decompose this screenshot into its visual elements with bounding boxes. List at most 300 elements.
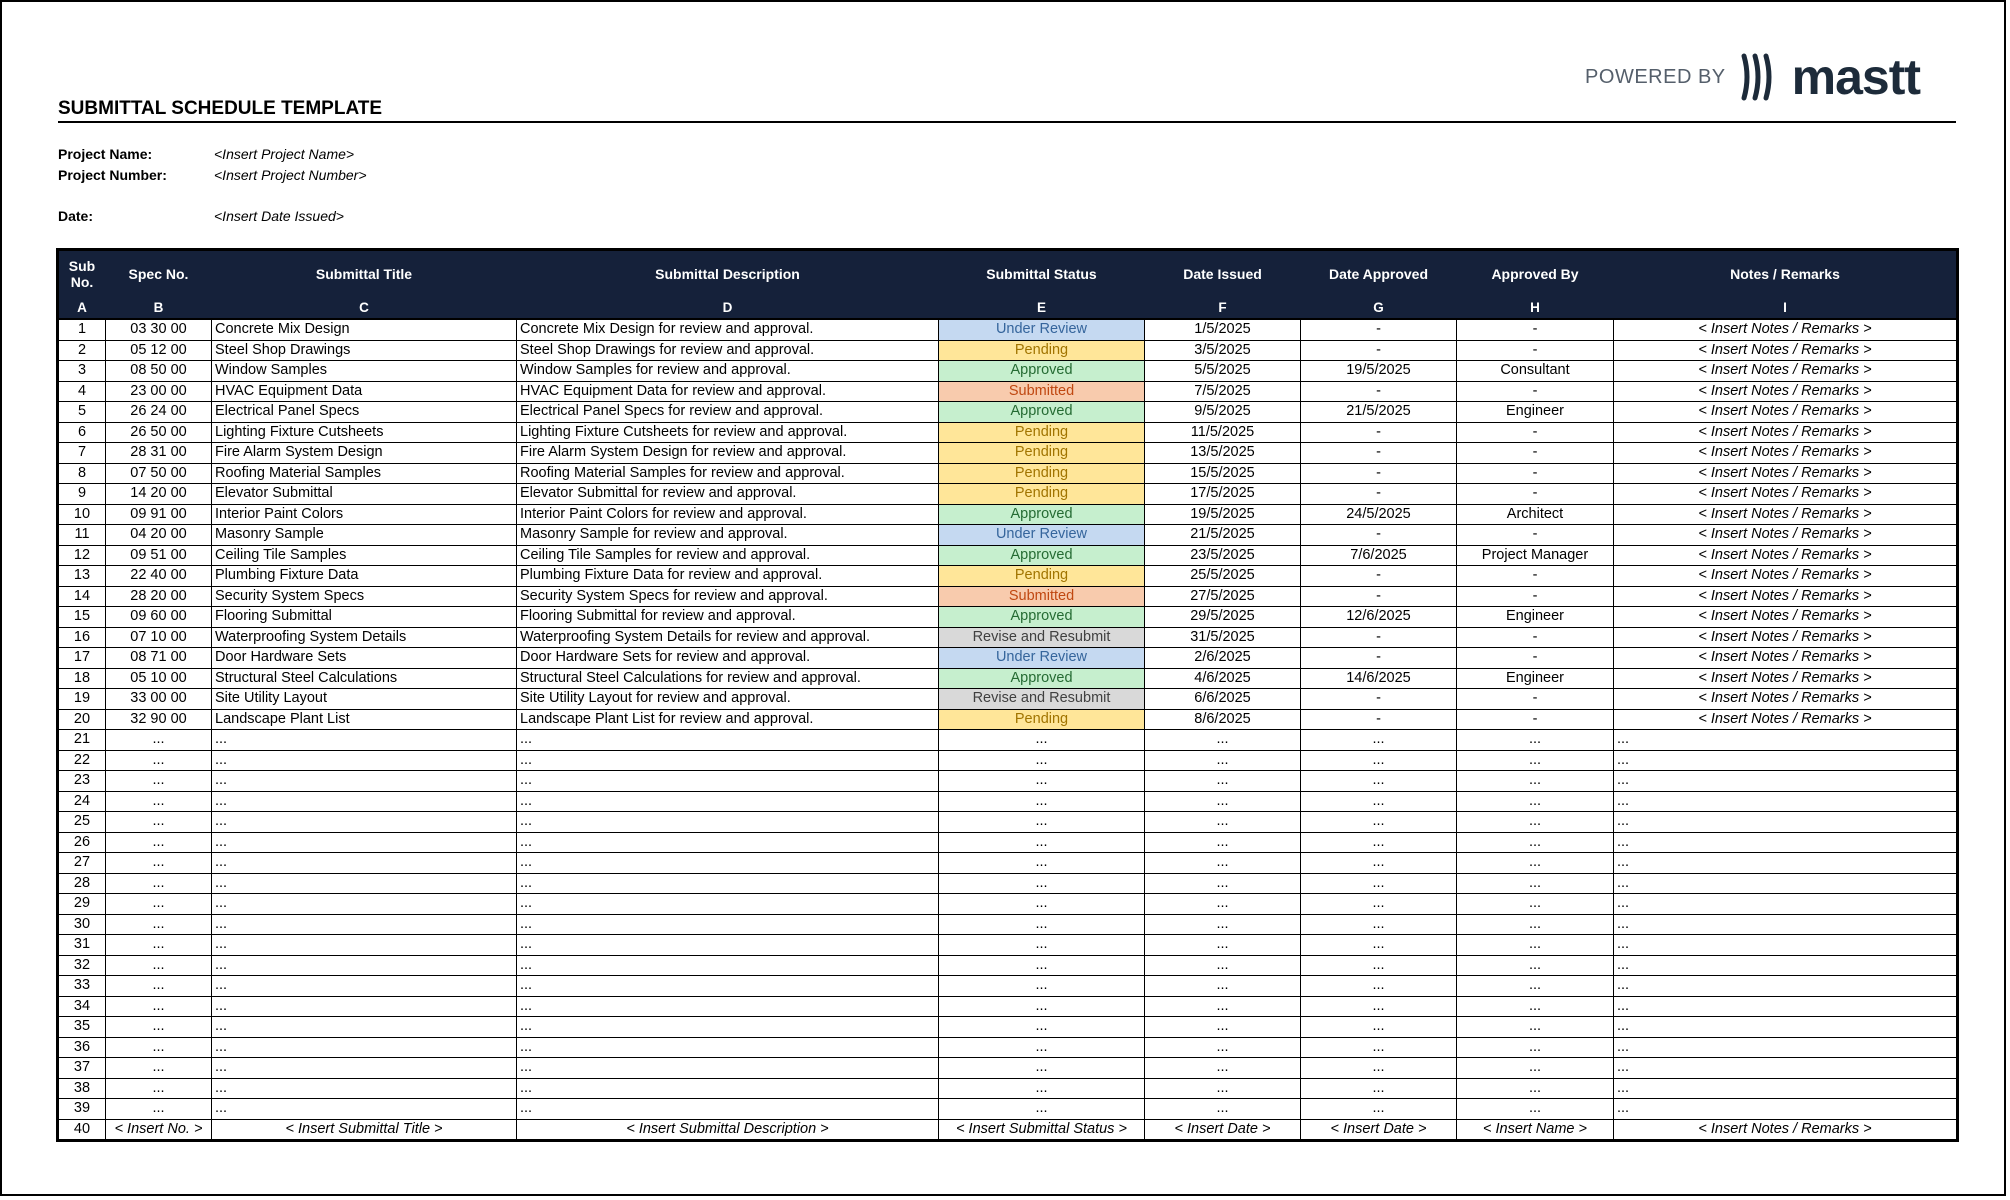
cell-submittal-status[interactable]: ... — [939, 894, 1145, 915]
cell-submittal-description[interactable]: ... — [517, 873, 939, 894]
cell-sub-no[interactable]: 2 — [58, 340, 106, 361]
cell-approved-by[interactable]: ... — [1457, 832, 1614, 853]
cell-approved-by[interactable]: ... — [1457, 1078, 1614, 1099]
cell-approved-by[interactable]: ... — [1457, 996, 1614, 1017]
cell-date-issued[interactable]: ... — [1145, 853, 1301, 874]
cell-approved-by[interactable]: - — [1457, 422, 1614, 443]
cell-date-issued[interactable]: 21/5/2025 — [1145, 525, 1301, 546]
cell-sub-no[interactable]: 21 — [58, 730, 106, 751]
cell-date-approved[interactable]: ... — [1301, 955, 1457, 976]
cell-submittal-description[interactable]: ... — [517, 771, 939, 792]
cell-submittal-status[interactable]: ... — [939, 750, 1145, 771]
cell-date-issued[interactable]: ... — [1145, 1017, 1301, 1038]
cell-date-approved[interactable]: ... — [1301, 730, 1457, 751]
cell-submittal-description[interactable]: Structural Steel Calculations for review and approval. — [517, 668, 939, 689]
cell-date-approved[interactable]: ... — [1301, 812, 1457, 833]
cell-approved-by[interactable]: Engineer — [1457, 402, 1614, 423]
cell-submittal-status[interactable]: ... — [939, 853, 1145, 874]
cell-submittal-title[interactable]: ... — [212, 853, 517, 874]
cell-sub-no[interactable]: 5 — [58, 402, 106, 423]
cell-submittal-title[interactable]: ... — [212, 1037, 517, 1058]
cell-submittal-description[interactable]: ... — [517, 955, 939, 976]
cell-notes-remarks[interactable]: ... — [1614, 812, 1958, 833]
cell-submittal-title[interactable]: ... — [212, 730, 517, 751]
cell-submittal-status[interactable]: Pending — [939, 340, 1145, 361]
cell-spec-no[interactable]: ... — [106, 976, 212, 997]
cell-approved-by[interactable]: ... — [1457, 914, 1614, 935]
cell-submittal-status[interactable]: Pending — [939, 443, 1145, 464]
cell-date-approved[interactable]: ... — [1301, 791, 1457, 812]
cell-notes-remarks[interactable]: < Insert Notes / Remarks > — [1614, 627, 1958, 648]
cell-sub-no[interactable]: 14 — [58, 586, 106, 607]
cell-notes-remarks[interactable]: < Insert Notes / Remarks > — [1614, 648, 1958, 669]
cell-date-approved[interactable]: - — [1301, 648, 1457, 669]
cell-spec-no[interactable]: 09 91 00 — [106, 504, 212, 525]
cell-notes-remarks[interactable]: ... — [1614, 976, 1958, 997]
cell-submittal-description[interactable]: Elevator Submittal for review and approval. — [517, 484, 939, 505]
cell-submittal-status[interactable]: ... — [939, 1017, 1145, 1038]
cell-sub-no[interactable]: 17 — [58, 648, 106, 669]
cell-approved-by[interactable]: ... — [1457, 976, 1614, 997]
cell-notes-remarks[interactable]: ... — [1614, 1099, 1958, 1120]
cell-approved-by[interactable]: - — [1457, 586, 1614, 607]
cell-sub-no[interactable]: 9 — [58, 484, 106, 505]
cell-notes-remarks[interactable]: < Insert Notes / Remarks > — [1614, 422, 1958, 443]
cell-submittal-title[interactable]: Window Samples — [212, 361, 517, 382]
cell-approved-by[interactable]: - — [1457, 627, 1614, 648]
cell-date-issued[interactable]: ... — [1145, 771, 1301, 792]
cell-submittal-status[interactable]: Under Review — [939, 648, 1145, 669]
cell-submittal-description[interactable]: ... — [517, 1037, 939, 1058]
cell-notes-remarks[interactable]: ... — [1614, 791, 1958, 812]
cell-date-approved[interactable]: ... — [1301, 1099, 1457, 1120]
cell-spec-no[interactable]: 08 50 00 — [106, 361, 212, 382]
cell-date-issued[interactable]: 11/5/2025 — [1145, 422, 1301, 443]
cell-submittal-title[interactable]: Ceiling Tile Samples — [212, 545, 517, 566]
cell-spec-no[interactable]: 08 71 00 — [106, 648, 212, 669]
cell-notes-remarks[interactable]: ... — [1614, 750, 1958, 771]
cell-submittal-title[interactable]: ... — [212, 771, 517, 792]
cell-submittal-description[interactable]: ... — [517, 976, 939, 997]
cell-date-issued[interactable]: ... — [1145, 1058, 1301, 1079]
cell-submittal-status[interactable]: Approved — [939, 361, 1145, 382]
cell-approved-by[interactable]: - — [1457, 319, 1614, 340]
cell-notes-remarks[interactable]: < Insert Notes / Remarks > — [1614, 545, 1958, 566]
cell-spec-no[interactable]: 14 20 00 — [106, 484, 212, 505]
cell-sub-no[interactable]: 27 — [58, 853, 106, 874]
cell-submittal-description[interactable]: HVAC Equipment Data for review and approval. — [517, 381, 939, 402]
cell-sub-no[interactable]: 25 — [58, 812, 106, 833]
cell-spec-no[interactable]: 22 40 00 — [106, 566, 212, 587]
cell-notes-remarks[interactable]: < Insert Notes / Remarks > — [1614, 586, 1958, 607]
cell-notes-remarks[interactable]: ... — [1614, 1017, 1958, 1038]
cell-notes-remarks[interactable]: < Insert Notes / Remarks > — [1614, 1119, 1958, 1141]
cell-submittal-title[interactable]: Security System Specs — [212, 586, 517, 607]
cell-date-approved[interactable]: ... — [1301, 873, 1457, 894]
cell-date-approved[interactable]: 21/5/2025 — [1301, 402, 1457, 423]
cell-sub-no[interactable]: 11 — [58, 525, 106, 546]
cell-date-approved[interactable]: ... — [1301, 853, 1457, 874]
cell-approved-by[interactable]: - — [1457, 484, 1614, 505]
cell-approved-by[interactable]: ... — [1457, 1099, 1614, 1120]
cell-approved-by[interactable]: ... — [1457, 955, 1614, 976]
cell-approved-by[interactable]: Consultant — [1457, 361, 1614, 382]
cell-submittal-description[interactable]: ... — [517, 1078, 939, 1099]
cell-submittal-status[interactable]: Revise and Resubmit — [939, 689, 1145, 710]
cell-submittal-title[interactable]: Structural Steel Calculations — [212, 668, 517, 689]
cell-date-approved[interactable]: ... — [1301, 1058, 1457, 1079]
cell-date-approved[interactable]: 7/6/2025 — [1301, 545, 1457, 566]
cell-submittal-status[interactable]: Approved — [939, 545, 1145, 566]
cell-sub-no[interactable]: 15 — [58, 607, 106, 628]
cell-submittal-title[interactable]: ... — [212, 812, 517, 833]
cell-approved-by[interactable]: - — [1457, 525, 1614, 546]
cell-date-approved[interactable]: 19/5/2025 — [1301, 361, 1457, 382]
cell-submittal-title[interactable]: HVAC Equipment Data — [212, 381, 517, 402]
cell-date-issued[interactable]: < Insert Date > — [1145, 1119, 1301, 1141]
cell-submittal-status[interactable]: ... — [939, 771, 1145, 792]
cell-sub-no[interactable]: 33 — [58, 976, 106, 997]
cell-submittal-title[interactable]: ... — [212, 1017, 517, 1038]
cell-submittal-title[interactable]: Plumbing Fixture Data — [212, 566, 517, 587]
cell-submittal-description[interactable]: Security System Specs for review and approval. — [517, 586, 939, 607]
cell-date-approved[interactable]: - — [1301, 586, 1457, 607]
cell-submittal-status[interactable]: ... — [939, 791, 1145, 812]
cell-sub-no[interactable]: 38 — [58, 1078, 106, 1099]
cell-submittal-status[interactable]: Revise and Resubmit — [939, 627, 1145, 648]
cell-date-issued[interactable]: ... — [1145, 914, 1301, 935]
cell-date-approved[interactable]: ... — [1301, 1078, 1457, 1099]
cell-submittal-status[interactable]: Approved — [939, 607, 1145, 628]
cell-date-approved[interactable]: - — [1301, 525, 1457, 546]
cell-submittal-title[interactable]: Lighting Fixture Cutsheets — [212, 422, 517, 443]
cell-submittal-description[interactable]: Window Samples for review and approval. — [517, 361, 939, 382]
cell-date-issued[interactable]: 6/6/2025 — [1145, 689, 1301, 710]
cell-spec-no[interactable]: 28 20 00 — [106, 586, 212, 607]
cell-notes-remarks[interactable]: < Insert Notes / Remarks > — [1614, 607, 1958, 628]
cell-date-issued[interactable]: 2/6/2025 — [1145, 648, 1301, 669]
cell-submittal-title[interactable]: Masonry Sample — [212, 525, 517, 546]
cell-submittal-status[interactable]: ... — [939, 935, 1145, 956]
cell-submittal-title[interactable]: Landscape Plant List — [212, 709, 517, 730]
cell-submittal-status[interactable]: Pending — [939, 463, 1145, 484]
cell-submittal-description[interactable]: Masonry Sample for review and approval. — [517, 525, 939, 546]
cell-approved-by[interactable]: ... — [1457, 730, 1614, 751]
cell-notes-remarks[interactable]: < Insert Notes / Remarks > — [1614, 484, 1958, 505]
cell-submittal-title[interactable]: ... — [212, 894, 517, 915]
cell-submittal-title[interactable]: ... — [212, 1058, 517, 1079]
cell-date-approved[interactable]: ... — [1301, 1017, 1457, 1038]
cell-submittal-description[interactable]: ... — [517, 832, 939, 853]
cell-approved-by[interactable]: < Insert Name > — [1457, 1119, 1614, 1141]
cell-submittal-description[interactable]: Ceiling Tile Samples for review and approval. — [517, 545, 939, 566]
cell-spec-no[interactable]: 03 30 00 — [106, 319, 212, 340]
cell-sub-no[interactable]: 16 — [58, 627, 106, 648]
cell-date-approved[interactable]: ... — [1301, 1037, 1457, 1058]
cell-spec-no[interactable]: < Insert No. > — [106, 1119, 212, 1141]
cell-submittal-description[interactable]: ... — [517, 1017, 939, 1038]
cell-spec-no[interactable]: ... — [106, 1017, 212, 1038]
cell-submittal-description[interactable]: Electrical Panel Specs for review and approval. — [517, 402, 939, 423]
cell-date-approved[interactable]: ... — [1301, 832, 1457, 853]
cell-sub-no[interactable]: 18 — [58, 668, 106, 689]
cell-submittal-description[interactable]: ... — [517, 914, 939, 935]
cell-date-issued[interactable]: ... — [1145, 791, 1301, 812]
cell-date-issued[interactable]: 29/5/2025 — [1145, 607, 1301, 628]
cell-submittal-title[interactable]: ... — [212, 976, 517, 997]
cell-notes-remarks[interactable]: ... — [1614, 1078, 1958, 1099]
cell-submittal-status[interactable]: ... — [939, 1037, 1145, 1058]
cell-sub-no[interactable]: 23 — [58, 771, 106, 792]
cell-sub-no[interactable]: 35 — [58, 1017, 106, 1038]
cell-submittal-description[interactable]: Door Hardware Sets for review and approval. — [517, 648, 939, 669]
cell-spec-no[interactable]: 07 50 00 — [106, 463, 212, 484]
cell-submittal-description[interactable]: ... — [517, 730, 939, 751]
cell-submittal-description[interactable]: ... — [517, 791, 939, 812]
cell-spec-no[interactable]: ... — [106, 873, 212, 894]
cell-date-issued[interactable]: ... — [1145, 1099, 1301, 1120]
cell-spec-no[interactable]: ... — [106, 750, 212, 771]
cell-date-issued[interactable]: 15/5/2025 — [1145, 463, 1301, 484]
cell-notes-remarks[interactable]: < Insert Notes / Remarks > — [1614, 566, 1958, 587]
cell-spec-no[interactable]: ... — [106, 996, 212, 1017]
cell-submittal-title[interactable]: ... — [212, 832, 517, 853]
cell-sub-no[interactable]: 6 — [58, 422, 106, 443]
cell-date-issued[interactable]: 7/5/2025 — [1145, 381, 1301, 402]
cell-date-issued[interactable]: 17/5/2025 — [1145, 484, 1301, 505]
project-name-value[interactable]: <Insert Project Name> — [214, 146, 355, 162]
cell-spec-no[interactable]: ... — [106, 955, 212, 976]
cell-date-issued[interactable]: 5/5/2025 — [1145, 361, 1301, 382]
cell-approved-by[interactable]: Project Manager — [1457, 545, 1614, 566]
cell-spec-no[interactable]: ... — [106, 771, 212, 792]
cell-spec-no[interactable]: ... — [106, 832, 212, 853]
cell-submittal-status[interactable]: < Insert Submittal Status > — [939, 1119, 1145, 1141]
cell-submittal-description[interactable]: ... — [517, 935, 939, 956]
cell-date-approved[interactable]: < Insert Date > — [1301, 1119, 1457, 1141]
cell-submittal-status[interactable]: Approved — [939, 504, 1145, 525]
cell-approved-by[interactable]: - — [1457, 648, 1614, 669]
cell-date-approved[interactable]: - — [1301, 340, 1457, 361]
cell-date-approved[interactable]: - — [1301, 566, 1457, 587]
cell-notes-remarks[interactable]: ... — [1614, 996, 1958, 1017]
cell-notes-remarks[interactable]: < Insert Notes / Remarks > — [1614, 443, 1958, 464]
cell-submittal-status[interactable]: ... — [939, 996, 1145, 1017]
cell-spec-no[interactable]: ... — [106, 894, 212, 915]
cell-sub-no[interactable]: 20 — [58, 709, 106, 730]
cell-approved-by[interactable]: - — [1457, 463, 1614, 484]
cell-approved-by[interactable]: Engineer — [1457, 668, 1614, 689]
cell-sub-no[interactable]: 36 — [58, 1037, 106, 1058]
cell-sub-no[interactable]: 34 — [58, 996, 106, 1017]
cell-approved-by[interactable]: - — [1457, 566, 1614, 587]
cell-spec-no[interactable]: 05 10 00 — [106, 668, 212, 689]
cell-submittal-description[interactable]: Site Utility Layout for review and approval. — [517, 689, 939, 710]
cell-date-approved[interactable]: 12/6/2025 — [1301, 607, 1457, 628]
cell-submittal-title[interactable]: ... — [212, 955, 517, 976]
cell-notes-remarks[interactable]: < Insert Notes / Remarks > — [1614, 525, 1958, 546]
cell-approved-by[interactable]: ... — [1457, 771, 1614, 792]
cell-spec-no[interactable]: 28 31 00 — [106, 443, 212, 464]
cell-date-issued[interactable]: ... — [1145, 976, 1301, 997]
cell-date-issued[interactable]: ... — [1145, 894, 1301, 915]
cell-submittal-title[interactable]: ... — [212, 873, 517, 894]
cell-notes-remarks[interactable]: ... — [1614, 1058, 1958, 1079]
cell-notes-remarks[interactable]: ... — [1614, 955, 1958, 976]
cell-spec-no[interactable]: ... — [106, 1037, 212, 1058]
cell-approved-by[interactable]: Architect — [1457, 504, 1614, 525]
cell-submittal-status[interactable]: Pending — [939, 566, 1145, 587]
cell-sub-no[interactable]: 37 — [58, 1058, 106, 1079]
cell-date-approved[interactable]: ... — [1301, 996, 1457, 1017]
cell-submittal-status[interactable]: Under Review — [939, 525, 1145, 546]
cell-submittal-status[interactable]: ... — [939, 955, 1145, 976]
cell-approved-by[interactable]: ... — [1457, 873, 1614, 894]
cell-date-approved[interactable]: ... — [1301, 935, 1457, 956]
cell-approved-by[interactable]: - — [1457, 340, 1614, 361]
cell-date-issued[interactable]: ... — [1145, 832, 1301, 853]
cell-sub-no[interactable]: 22 — [58, 750, 106, 771]
cell-spec-no[interactable]: ... — [106, 730, 212, 751]
cell-submittal-title[interactable]: Flooring Submittal — [212, 607, 517, 628]
cell-date-approved[interactable]: - — [1301, 381, 1457, 402]
cell-submittal-title[interactable]: ... — [212, 996, 517, 1017]
cell-spec-no[interactable]: 09 51 00 — [106, 545, 212, 566]
cell-submittal-status[interactable]: ... — [939, 812, 1145, 833]
cell-approved-by[interactable]: ... — [1457, 1058, 1614, 1079]
cell-approved-by[interactable]: ... — [1457, 894, 1614, 915]
cell-sub-no[interactable]: 26 — [58, 832, 106, 853]
cell-submittal-title[interactable]: < Insert Submittal Title > — [212, 1119, 517, 1141]
cell-date-issued[interactable]: ... — [1145, 1078, 1301, 1099]
cell-date-issued[interactable]: 1/5/2025 — [1145, 319, 1301, 340]
cell-submittal-description[interactable]: ... — [517, 894, 939, 915]
cell-submittal-title[interactable]: ... — [212, 1078, 517, 1099]
cell-date-issued[interactable]: ... — [1145, 873, 1301, 894]
cell-spec-no[interactable]: ... — [106, 853, 212, 874]
cell-date-approved[interactable]: ... — [1301, 914, 1457, 935]
cell-notes-remarks[interactable]: ... — [1614, 832, 1958, 853]
cell-submittal-status[interactable]: ... — [939, 1099, 1145, 1120]
cell-date-issued[interactable]: 27/5/2025 — [1145, 586, 1301, 607]
cell-submittal-description[interactable]: Interior Paint Colors for review and approval. — [517, 504, 939, 525]
cell-spec-no[interactable]: 26 50 00 — [106, 422, 212, 443]
cell-notes-remarks[interactable]: ... — [1614, 873, 1958, 894]
cell-submittal-status[interactable]: ... — [939, 976, 1145, 997]
cell-date-approved[interactable]: - — [1301, 443, 1457, 464]
cell-notes-remarks[interactable]: ... — [1614, 1037, 1958, 1058]
cell-spec-no[interactable]: 23 00 00 — [106, 381, 212, 402]
cell-spec-no[interactable]: ... — [106, 1058, 212, 1079]
cell-sub-no[interactable]: 19 — [58, 689, 106, 710]
cell-submittal-title[interactable]: Concrete Mix Design — [212, 319, 517, 340]
cell-submittal-description[interactable]: Waterproofing System Details for review and approval. — [517, 627, 939, 648]
cell-notes-remarks[interactable]: < Insert Notes / Remarks > — [1614, 402, 1958, 423]
cell-submittal-title[interactable]: Fire Alarm System Design — [212, 443, 517, 464]
cell-submittal-description[interactable]: ... — [517, 750, 939, 771]
cell-date-issued[interactable]: ... — [1145, 955, 1301, 976]
cell-notes-remarks[interactable]: < Insert Notes / Remarks > — [1614, 319, 1958, 340]
cell-date-approved[interactable]: ... — [1301, 750, 1457, 771]
cell-submittal-status[interactable]: ... — [939, 730, 1145, 751]
cell-notes-remarks[interactable]: ... — [1614, 914, 1958, 935]
cell-date-approved[interactable]: - — [1301, 484, 1457, 505]
cell-submittal-description[interactable]: < Insert Submittal Description > — [517, 1119, 939, 1141]
cell-approved-by[interactable]: - — [1457, 381, 1614, 402]
cell-sub-no[interactable]: 29 — [58, 894, 106, 915]
cell-submittal-title[interactable]: ... — [212, 750, 517, 771]
cell-date-issued[interactable]: ... — [1145, 1037, 1301, 1058]
cell-approved-by[interactable]: ... — [1457, 1017, 1614, 1038]
cell-submittal-description[interactable]: ... — [517, 812, 939, 833]
cell-submittal-description[interactable]: ... — [517, 1058, 939, 1079]
cell-submittal-status[interactable]: Under Review — [939, 319, 1145, 340]
cell-sub-no[interactable]: 8 — [58, 463, 106, 484]
cell-submittal-status[interactable]: ... — [939, 832, 1145, 853]
cell-approved-by[interactable]: - — [1457, 443, 1614, 464]
cell-notes-remarks[interactable]: < Insert Notes / Remarks > — [1614, 381, 1958, 402]
cell-date-issued[interactable]: 23/5/2025 — [1145, 545, 1301, 566]
cell-date-approved[interactable]: ... — [1301, 771, 1457, 792]
cell-submittal-title[interactable]: Roofing Material Samples — [212, 463, 517, 484]
cell-notes-remarks[interactable]: < Insert Notes / Remarks > — [1614, 361, 1958, 382]
cell-approved-by[interactable]: ... — [1457, 812, 1614, 833]
cell-submittal-status[interactable]: ... — [939, 873, 1145, 894]
cell-submittal-description[interactable]: Flooring Submittal for review and approval. — [517, 607, 939, 628]
cell-spec-no[interactable]: 26 24 00 — [106, 402, 212, 423]
cell-sub-no[interactable]: 4 — [58, 381, 106, 402]
cell-submittal-title[interactable]: Interior Paint Colors — [212, 504, 517, 525]
cell-submittal-description[interactable]: ... — [517, 1099, 939, 1120]
cell-approved-by[interactable]: - — [1457, 709, 1614, 730]
cell-spec-no[interactable]: 32 90 00 — [106, 709, 212, 730]
date-value[interactable]: <Insert Date Issued> — [214, 208, 344, 224]
cell-sub-no[interactable]: 39 — [58, 1099, 106, 1120]
cell-date-approved[interactable]: - — [1301, 319, 1457, 340]
cell-submittal-description[interactable]: Fire Alarm System Design for review and approval. — [517, 443, 939, 464]
cell-submittal-description[interactable]: Concrete Mix Design for review and approval. — [517, 319, 939, 340]
cell-notes-remarks[interactable]: < Insert Notes / Remarks > — [1614, 340, 1958, 361]
cell-submittal-title[interactable]: ... — [212, 914, 517, 935]
cell-sub-no[interactable]: 12 — [58, 545, 106, 566]
cell-submittal-title[interactable]: Door Hardware Sets — [212, 648, 517, 669]
cell-submittal-status[interactable]: Approved — [939, 668, 1145, 689]
cell-date-approved[interactable]: ... — [1301, 894, 1457, 915]
cell-sub-no[interactable]: 7 — [58, 443, 106, 464]
cell-submittal-description[interactable]: Steel Shop Drawings for review and approval. — [517, 340, 939, 361]
cell-approved-by[interactable]: ... — [1457, 791, 1614, 812]
cell-date-approved[interactable]: - — [1301, 422, 1457, 443]
cell-submittal-status[interactable]: Approved — [939, 402, 1145, 423]
cell-sub-no[interactable]: 13 — [58, 566, 106, 587]
cell-sub-no[interactable]: 32 — [58, 955, 106, 976]
cell-approved-by[interactable]: ... — [1457, 853, 1614, 874]
cell-date-approved[interactable]: - — [1301, 709, 1457, 730]
cell-sub-no[interactable]: 3 — [58, 361, 106, 382]
cell-submittal-title[interactable]: Site Utility Layout — [212, 689, 517, 710]
cell-notes-remarks[interactable]: ... — [1614, 935, 1958, 956]
cell-spec-no[interactable]: ... — [106, 914, 212, 935]
cell-date-issued[interactable]: ... — [1145, 996, 1301, 1017]
cell-date-issued[interactable]: 25/5/2025 — [1145, 566, 1301, 587]
cell-approved-by[interactable]: ... — [1457, 935, 1614, 956]
cell-submittal-status[interactable]: ... — [939, 914, 1145, 935]
cell-date-issued[interactable]: 13/5/2025 — [1145, 443, 1301, 464]
cell-date-issued[interactable]: ... — [1145, 812, 1301, 833]
cell-date-issued[interactable]: 9/5/2025 — [1145, 402, 1301, 423]
cell-submittal-title[interactable]: Elevator Submittal — [212, 484, 517, 505]
cell-spec-no[interactable]: ... — [106, 791, 212, 812]
